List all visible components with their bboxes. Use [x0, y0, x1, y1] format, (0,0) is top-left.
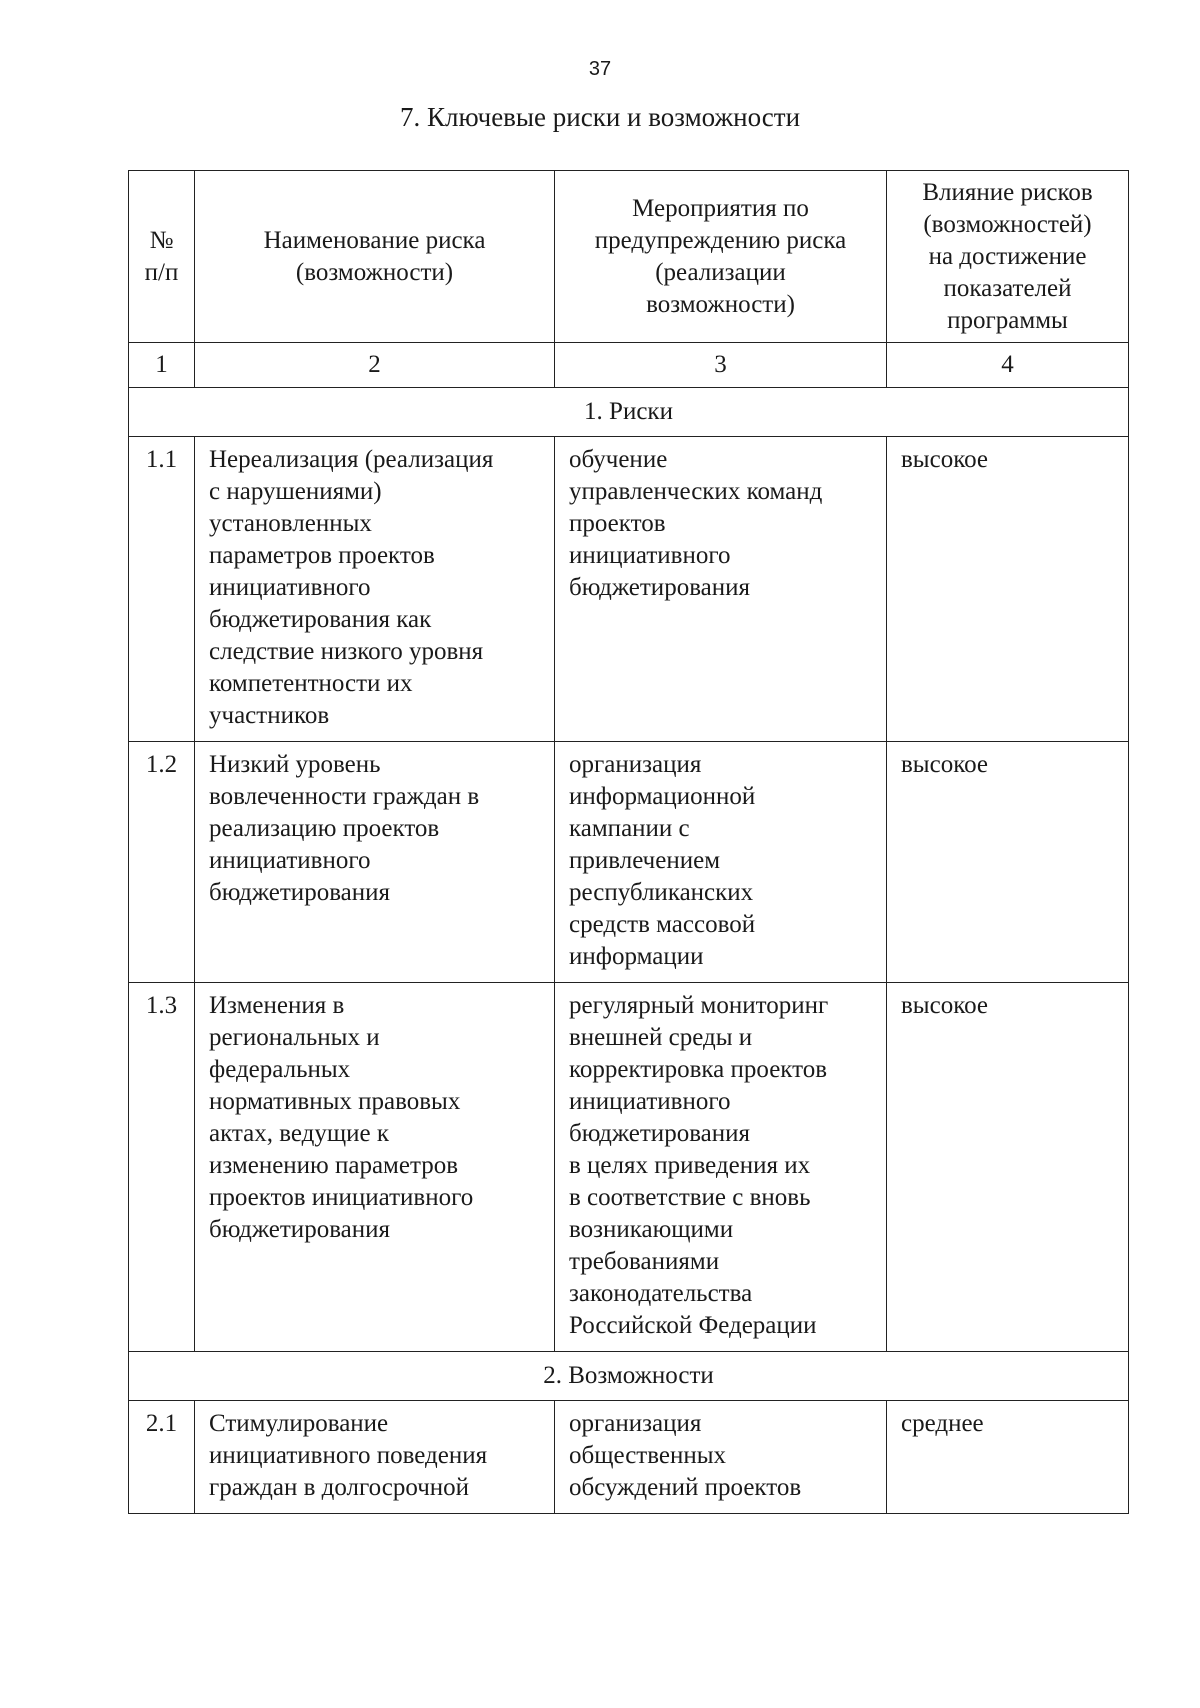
table-row [129, 742, 1129, 983]
risk-name-cell: Низкий уровень вовлеченности граждан в реализацию проектов инициативного бюджетирования [195, 742, 555, 983]
row-number: 1.3 [129, 983, 195, 1352]
impact-cell: среднее [887, 1401, 1129, 1514]
risk-name-cell: Нереализация (реализация с нарушениями) установленных параметров проектов инициативного бюджетирования как следствие низкого уровня компетентности их участников [195, 437, 555, 742]
page-number: 37 [588, 58, 612, 80]
column-index: 4 [887, 343, 1129, 388]
table-header-row [129, 171, 1129, 343]
row-number: 1.2 [129, 742, 195, 983]
header-num: № п/п [129, 171, 195, 343]
table-row [129, 437, 1129, 742]
measure-cell: обучение управленческих команд проектов инициативного бюджетирования [555, 437, 887, 742]
section-row-opportunities [129, 1352, 1129, 1401]
table-row [129, 1401, 1129, 1514]
measure-cell: организация общественных обсуждений проектов [555, 1401, 887, 1514]
section-row-risks [129, 388, 1129, 437]
impact-cell: высокое [887, 983, 1129, 1352]
column-index: 2 [195, 343, 555, 388]
risk-name-cell: Изменения в региональных и федеральных нормативных правовых актах, ведущие к изменению параметров проектов инициативного бюджетирования [195, 983, 555, 1352]
column-index: 3 [555, 343, 887, 388]
measure-cell: регулярный мониторинг внешней среды и корректировка проектов инициативного бюджетирования в целях приведения их в соответствие с вновь возникающими требованиями законодательства Российской Федерации [555, 983, 887, 1352]
column-index: 1 [129, 343, 195, 388]
risk-name-cell: Стимулирование инициативного поведения граждан в долгосрочной [195, 1401, 555, 1514]
section-title: 1. Риски [129, 388, 1129, 437]
table-row [129, 983, 1129, 1352]
header-measure: Мероприятия по предупреждению риска (реализации возможности) [555, 171, 887, 343]
header-name: Наименование риска (возможности) [195, 171, 555, 343]
measure-cell: организация информационной кампании с привлечением республиканских средств массовой информации [555, 742, 887, 983]
section-title: 2. Возможности [129, 1352, 1129, 1401]
impact-cell: высокое [887, 742, 1129, 983]
page-title: 7. Ключевые риски и возможности [399, 102, 801, 132]
impact-cell: высокое [887, 437, 1129, 742]
row-number: 2.1 [129, 1401, 195, 1514]
header-impact: Влияние рисков (возможностей) на достижение показателей программы [887, 171, 1129, 343]
risk-table [128, 170, 1129, 1514]
column-index-row [129, 343, 1129, 388]
row-number: 1.1 [129, 437, 195, 742]
